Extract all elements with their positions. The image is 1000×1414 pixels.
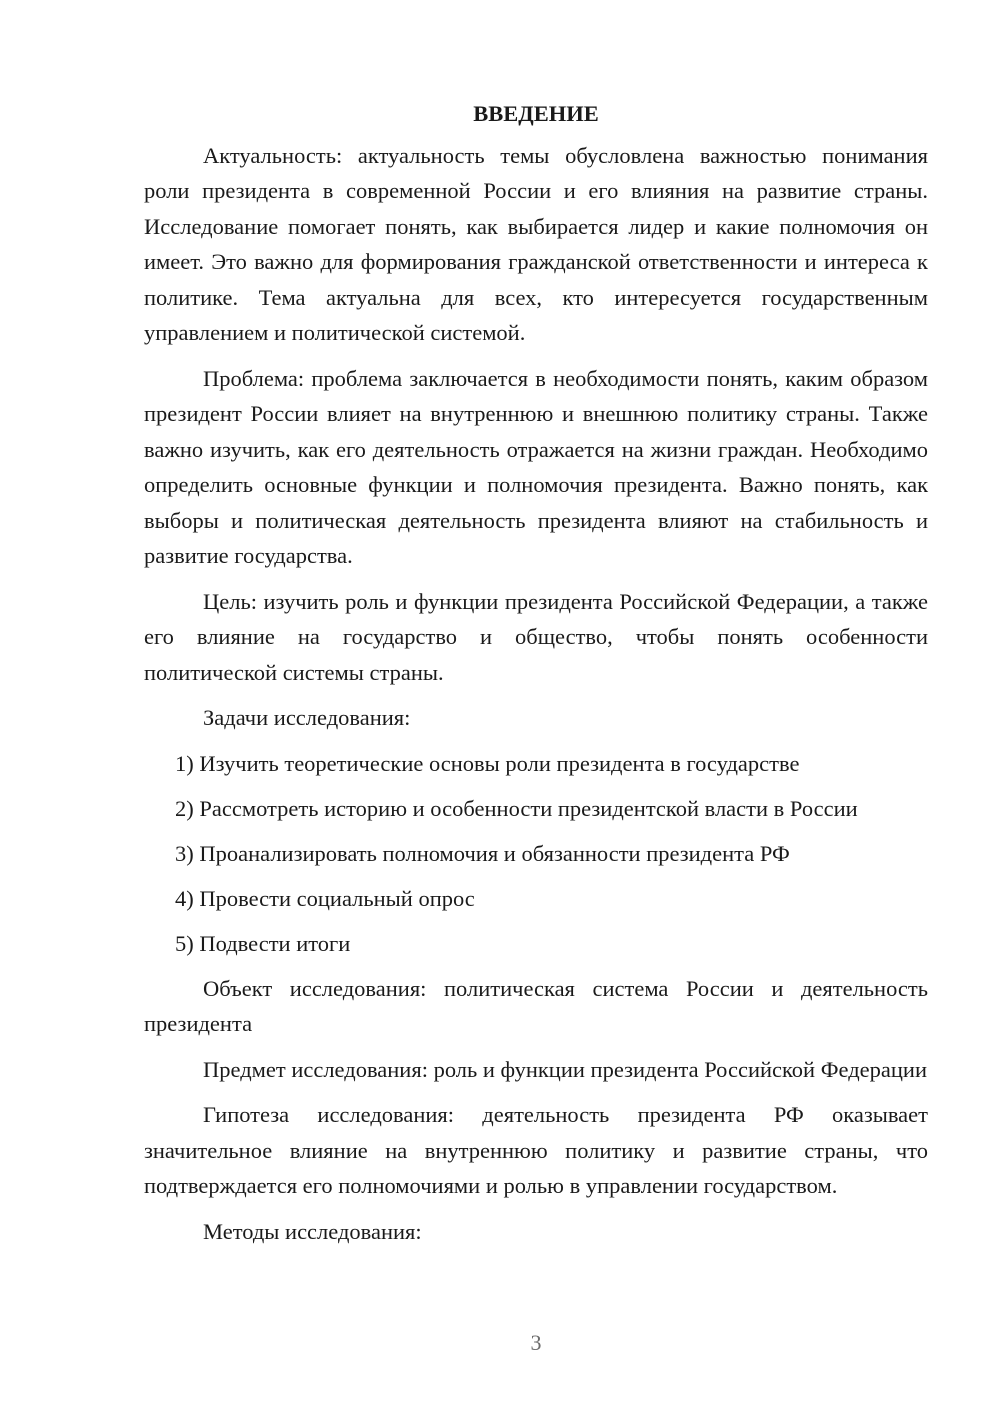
task-item: 1) Изучить теоретические основы роли президента в государстве — [175, 750, 800, 776]
task-item: 3) Проанализировать полномочия и обязанности президента РФ — [175, 840, 790, 866]
task-item: 5) Подвести итоги — [175, 930, 351, 956]
task-item: 2) Рассмотреть историю и особенности президентской власти в России — [175, 795, 858, 821]
section-title: ВВЕДЕНИЕ — [473, 101, 599, 126]
object-paragraph: Объект исследования: политическая система России и деятельность президента — [144, 975, 928, 1036]
relevance-paragraph: Актуальность: актуальность темы обусловлена важностью понимания роли президента в современной России и его влияния на развитие страны. Исследование помогает понять, как выбирается лидер и какие полномочия он имеет. Это важно для формирования гражданской ответственности и интереса к политике. Тема актуальна для всех, кто интересуется государственным управлением и политической системой. — [144, 142, 928, 345]
document-page — [144, 96, 928, 1259]
page-number: 3 — [530, 1330, 542, 1355]
subject-paragraph: Предмет исследования: роль и функции президента Российской Федерации — [203, 1056, 927, 1082]
goal-paragraph: Цель: изучить роль и функции президента Российской Федерации, а также его влияние на государство и общество, чтобы понять особенности политической системы страны. — [144, 588, 928, 685]
methods-heading: Методы исследования: — [203, 1218, 422, 1244]
tasks-heading: Задачи исследования: — [203, 705, 411, 730]
problem-paragraph: Проблема: проблема заключается в необходимости понять, каким образом президент России влияет на внутреннюю и внешнюю политику страны. Также важно изучить, как его деятельность отражается на жизни граждан. Необходимо определить основные функции и полномочия президента. Важно понять, как выборы и политическая деятельность президента влияют на стабильность и развитие государства. — [144, 365, 928, 568]
tasks-list — [144, 746, 928, 962]
task-item: 4) Провести социальный опрос — [175, 885, 475, 911]
hypothesis-paragraph: Гипотеза исследования: деятельность президента РФ оказывает значительное влияние на внутреннюю политику и развитие страны, что подтверждается его полномочиями и ролью в управлении государством. — [144, 1102, 928, 1198]
